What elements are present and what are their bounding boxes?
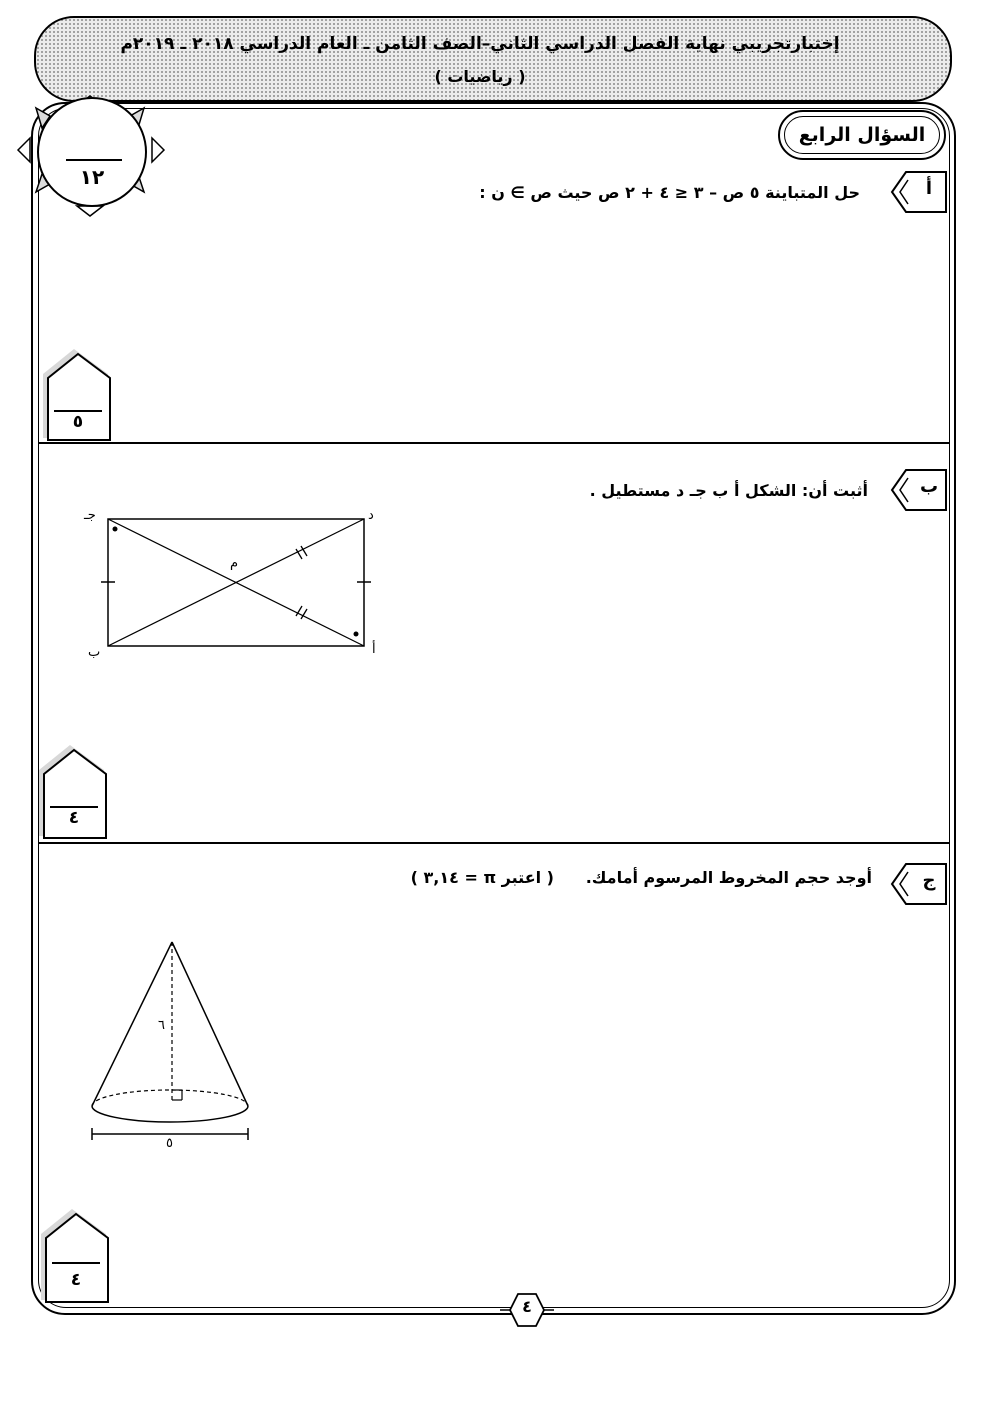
part-a-score: ٥ <box>72 412 84 432</box>
total-score-circle <box>37 97 147 207</box>
cone-figure <box>84 934 264 1154</box>
page-number: ٤ <box>522 1297 532 1316</box>
part-a-label: أ <box>925 178 933 199</box>
cone-diameter-label: ٥ <box>166 1136 173 1151</box>
section-divider-2 <box>38 842 950 844</box>
part-c-note: ( اعتبر π = ٣,١٤ ) <box>410 868 554 887</box>
part-c-score-line <box>52 1262 100 1264</box>
part-b-score: ٤ <box>68 808 80 828</box>
part-c-label: ج <box>922 870 936 891</box>
vertex-label-bottom-right: أ <box>372 642 376 657</box>
exam-title: إختبارتجريبي نهاية الفصل الدراسي الثاني–الصف الثامن ـ العام الدراسي ٢٠١٨ ـ ٢٠١٩م <box>120 34 840 54</box>
total-score: ١٢ <box>79 165 105 189</box>
score-fraction-line <box>66 159 122 161</box>
header-banner <box>34 16 952 102</box>
vertex-label-bottom-left: ب <box>88 645 101 660</box>
part-c-score: ٤ <box>70 1270 82 1290</box>
part-a-text: حل المتباينة ٥ ص – ٣ ≤ ٤ + ٢ ص حيث ص ∋ ن : <box>479 183 860 202</box>
question-title: السؤال الرابع <box>784 116 940 154</box>
part-b-text: أثبت أن: الشكل أ ب جـ د مستطيل . <box>589 481 868 500</box>
part-c-text: أوجد حجم المخروط المرسوم أمامك. <box>585 868 872 887</box>
section-divider-1 <box>38 442 950 444</box>
rectangle-figure <box>80 504 400 674</box>
question-title-box <box>778 110 946 160</box>
vertex-label-top-right: د <box>368 508 374 523</box>
vertex-label-top-left: جـ <box>84 508 96 523</box>
center-label: م <box>230 556 239 571</box>
part-b-label: ب <box>919 476 939 497</box>
exam-subject: ( رياضيات ) <box>434 67 526 86</box>
cone-height-label: ٦ <box>158 1018 165 1033</box>
